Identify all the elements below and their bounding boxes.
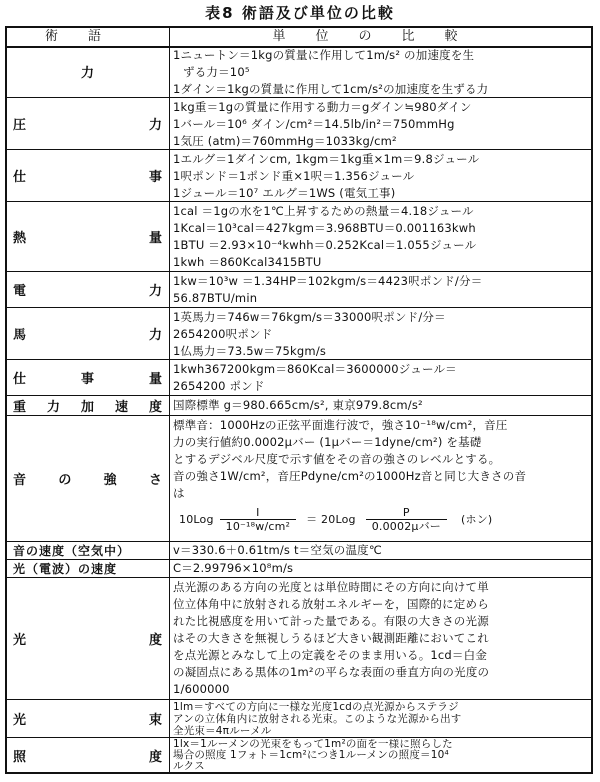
comparison-line: ずる力＝10⁵ <box>183 65 250 79</box>
term-label: 圧 力 <box>13 118 163 133</box>
comparison-line: アンの立体角内に放射される光束。このような光源から出す <box>173 713 462 725</box>
comparison-line: 1kwh367200kgm＝860Kcal＝3600000ジュール＝ <box>173 362 457 376</box>
comparison-line: を点光源とみなして上の定義をそのまま用いる。1cd＝白金 <box>173 648 488 662</box>
term-label: 熱 量 <box>13 231 163 246</box>
comparison-text <box>173 701 587 737</box>
comparison-line: 1kw＝10³w ＝1.34HP＝102kgm/s＝4423呎ポンド/分＝ <box>173 274 483 288</box>
term-label: 音 の 強 さ <box>13 473 163 488</box>
comparison-text <box>173 361 587 395</box>
comparison-line: 音の強さ1W/cm²，音圧Pdyne/cm²の1000Hz音と同じ大きさの音 <box>173 469 527 483</box>
comparison-text <box>173 47 587 98</box>
row-gravity <box>7 396 591 416</box>
comparison-line: は <box>173 486 185 500</box>
comparison-line: 力の実行値約0.0002μバー (1μバー＝1dyne/cm²) を基礎 <box>173 435 482 449</box>
comparison-line: 1呎ポンド＝1ポンド重×1呎＝1.356ジュール <box>173 169 415 183</box>
comparison-line: C＝2.99796×10⁸m/s <box>173 561 294 575</box>
fraction-denominator: 10⁻¹⁸w/cm² <box>225 519 291 533</box>
row-work <box>7 150 591 202</box>
fraction-pressure <box>366 506 447 533</box>
comparison-line: 全光束＝4πルーメル <box>173 725 272 737</box>
comparison-line: れた比視感度を用いて計った量である。有限の大きさの光源 <box>173 614 489 628</box>
header-term: 術語 <box>44 29 131 44</box>
comparison-line: 1ジュール＝10⁷ エルグ＝1WS (電気工事) <box>173 186 396 200</box>
comparison-line: の凝固点にある黒体の1m²の平らな表面の垂直方向の光度の <box>173 665 490 679</box>
comparison-text <box>173 203 587 271</box>
row-work-amount <box>7 360 591 396</box>
term-label: 電 力 <box>13 284 163 299</box>
term-label: 仕 事 <box>13 170 163 185</box>
table-header <box>7 28 591 48</box>
comparison-text <box>173 273 587 307</box>
term-label: 照 度 <box>13 749 163 765</box>
comparison-line: 標準音：1000Hzの正弦平面進行波で，強さ10⁻¹⁸w/cm²，音圧 <box>173 418 508 432</box>
row-heat <box>7 202 591 272</box>
comparison-line: v＝330.6＋0.61tm/s t＝空気の温度℃ <box>173 543 382 557</box>
table-title: 表8 術語及び単位の比較 <box>205 4 395 22</box>
row-force <box>7 46 591 98</box>
term-label: 光 度 <box>13 633 163 648</box>
comparison-text <box>173 417 587 534</box>
comparison-text <box>173 397 587 414</box>
comparison-line: 1仏馬力＝73.5w＝75kgm/s <box>173 344 327 358</box>
comparison-line: 1cal ＝1gの水を1℃上昇するための熱量＝4.18ジュール <box>173 204 474 218</box>
term-label: 重 力 加 速 度 <box>13 400 163 415</box>
comparison-line: 1英馬力＝746w＝76kgm/s＝33000呎ポンド/分＝ <box>173 310 446 324</box>
comparison-line: 1kwh ＝860Kcal3415BTU <box>173 255 322 269</box>
comparison-text <box>173 309 587 360</box>
row-electric-power <box>7 272 591 308</box>
term-label: 光（電波）の速度 <box>13 562 118 576</box>
row-luminous-intensity <box>7 578 591 700</box>
decibel-formula <box>173 504 587 534</box>
comparison-line: 1/600000 <box>173 682 230 696</box>
term-label: 仕 事 量 <box>13 372 163 387</box>
term-label: 光 束 <box>13 713 163 728</box>
formula-equals: ＝ 20Log <box>306 512 356 526</box>
comparison-text <box>173 542 587 559</box>
comparison-text <box>173 579 587 698</box>
fraction-numerator: I <box>256 505 260 519</box>
comparison-text <box>173 739 587 772</box>
row-illuminance <box>7 738 591 772</box>
comparison-line: はその大きさを無視しうるほど大きい観測距離においてこれ <box>173 631 489 645</box>
comparison-line: 1気圧 (atm)＝760mmHg＝1033kg/cm² <box>173 134 397 148</box>
comparison-text <box>173 99 587 150</box>
comparison-line: 2654200 ポンド <box>173 379 265 393</box>
formula-lhs: 10Log <box>179 512 214 526</box>
comparison-line: 位立体角中に放射される放射エネルギーを，国際的に定めら <box>173 597 489 611</box>
row-light-speed <box>7 560 591 578</box>
comparison-line: 56.87BTU/min <box>173 291 258 305</box>
comparison-line: 2654200呎ポンド <box>173 327 273 341</box>
comparison-text <box>173 151 587 202</box>
comparison-line: ルクス <box>173 760 205 772</box>
row-sound-speed <box>7 542 591 560</box>
comparison-line: 1ニュートン＝1kgの質量に作用して1m/s² の加速度を生 <box>173 48 475 62</box>
comparison-text <box>173 560 587 577</box>
comparison-line: 1ダイン＝1kgの質量に作用して1cm/s²の加速度を生ずる力 <box>173 82 489 96</box>
comparison-line: 1BTU ＝2.93×10⁻⁴kwhh＝0.252Kcal＝1.055ジュール <box>173 238 477 252</box>
comparison-line: 国際標準 g＝980.665cm/s², 東京979.8cm/s² <box>173 398 423 412</box>
header-compare: 単位の比較 <box>272 29 488 44</box>
comparison-line: 点光源のある方向の光度とは単位時間にその方向に向けて単 <box>173 580 489 594</box>
row-luminous-flux <box>7 700 591 738</box>
comparison-line: 1lx＝1ルーメンの光束をもって1m²の面を一様に照らした <box>173 739 453 750</box>
comparison-line: 1kg重＝1gの質量に作用する動力＝gダイン≒980ダイン <box>173 100 472 114</box>
row-pressure <box>7 98 591 150</box>
comparison-line: 1バール＝10⁶ ダイン/cm²＝14.5lb/in²＝750mmHg <box>173 117 455 131</box>
term-label: 音の速度（空気中） <box>13 544 131 558</box>
units-comparison-table <box>5 26 593 774</box>
comparison-line: 1lm＝すべての方向に一様な光度1cdの点光源からステラジ <box>173 701 459 713</box>
fraction-intensity <box>220 506 297 533</box>
row-sound-intensity <box>7 416 591 542</box>
fraction-numerator: P <box>402 505 410 519</box>
comparison-line: 1エルグ＝1ダインcm, 1kgm＝1kg重×1m＝9.8ジュール <box>173 152 480 166</box>
row-horsepower <box>7 308 591 360</box>
formula-unit: (ホン) <box>461 512 493 526</box>
term-label: 力 <box>80 66 95 81</box>
comparison-line: 場合の照度 1フォト＝1cm²につき1ルーメンの照度＝10⁴ <box>173 749 449 761</box>
fraction-denominator: 0.0002μバー <box>371 519 441 533</box>
term-label: 馬 力 <box>13 328 163 343</box>
comparison-line: とするデジベル尺度で示す値をその音の強さのレベルとする。 <box>173 452 501 466</box>
comparison-line: 1Kcal＝10³cal＝427kgm＝3.968BTU＝0.001163kwh <box>173 221 476 235</box>
